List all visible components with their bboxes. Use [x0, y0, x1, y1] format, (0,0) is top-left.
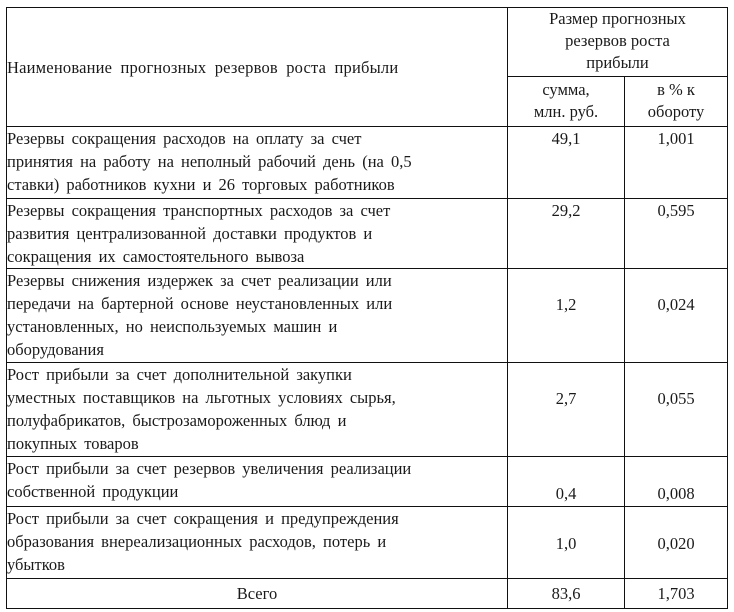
reserve-name-cell — [7, 506, 508, 578]
reserve-name-line: сокращения их самостоятельного вывоза — [7, 246, 305, 266]
table-row — [7, 506, 728, 578]
reserve-name-line: оборудования — [7, 340, 104, 360]
header-percent-column — [625, 76, 728, 126]
reserve-name-cell — [7, 269, 508, 363]
header-sum-line: млн. руб. — [533, 102, 599, 122]
reserve-name-line: Резервы снижения издержек за счет реализации или — [7, 271, 392, 291]
table-row — [7, 269, 728, 363]
header-size-group — [508, 8, 728, 77]
header-percent-line: в % к — [657, 80, 695, 100]
reserve-sum-cell — [508, 363, 625, 457]
reserve-name-line: установленных, но неиспользуемых машин и — [7, 317, 338, 337]
reserve-name-line: собственной продукции — [7, 482, 179, 502]
reserve-sum-cell — [508, 506, 625, 578]
reserve-name-line: Рост прибыли за счет резервов увеличения реализации — [7, 459, 412, 479]
reserve-sum-value: 0,4 — [555, 484, 577, 504]
reserve-sum-value: 2,7 — [555, 389, 577, 409]
reserve-percent-cell: 1,001 — [625, 127, 728, 199]
reserve-name-line: Рост прибыли за счет дополнительной закупки — [7, 365, 352, 385]
reserve-name-line: полуфабрикатов, быстрозамороженных блюд и — [7, 411, 347, 431]
header-row-top — [7, 8, 728, 77]
total-sum: 83,6 — [508, 578, 625, 608]
reserve-name-cell — [7, 127, 508, 199]
reserve-sum-cell: 29,2 — [508, 198, 625, 269]
header-size-line: прибыли — [586, 53, 649, 72]
table-row — [7, 198, 728, 269]
reserve-name-line: убытков — [7, 554, 65, 574]
total-percent: 1,703 — [625, 578, 728, 608]
reserve-name-line: передачи на бартерной основе неустановленных или — [7, 294, 393, 314]
header-size-line: Размер прогнозных — [549, 9, 686, 28]
header-sum-column — [508, 76, 625, 126]
reserve-sum-value: 1,0 — [555, 533, 577, 553]
reserve-name-line: Резервы сокращения транспортных расходов за счет — [7, 200, 391, 220]
reserve-percent-cell — [625, 506, 728, 578]
table-row — [7, 363, 728, 457]
reserve-name-line: Резервы сокращения расходов на оплату за счет — [7, 129, 362, 148]
reserve-percent-cell — [625, 457, 728, 507]
reserve-sum-cell — [508, 457, 625, 507]
reserve-percent-value: 0,055 — [657, 389, 695, 409]
reserve-name-line: Рост прибыли за счет сокращения и предупреждения — [7, 508, 399, 528]
header-percent-line: обороту — [647, 102, 705, 122]
reserve-sum-cell: 49,1 — [508, 127, 625, 199]
reserve-percent-cell: 0,595 — [625, 198, 728, 269]
profit-reserves-table — [6, 7, 728, 609]
reserve-percent-value: 0,020 — [657, 533, 695, 553]
reserve-percent-value: 0,024 — [657, 295, 695, 315]
header-size-line: резервов роста — [565, 31, 670, 50]
reserve-name-line: развития централизованной доставки продуктов и — [7, 223, 373, 243]
reserve-name-line: принятия на работу на неполный рабочий день (на 0,5 — [7, 152, 412, 171]
total-label: Всего — [7, 578, 508, 608]
reserve-name-line: образования внереализационных расходов, потерь и — [7, 531, 387, 551]
reserve-percent-cell — [625, 269, 728, 363]
reserve-name-cell — [7, 198, 508, 269]
reserve-name-line: покупных товаров — [7, 434, 139, 454]
reserve-percent-cell — [625, 363, 728, 457]
header-name-column: Наименование прогнозных резервов роста прибыли — [7, 8, 508, 127]
reserve-name-cell — [7, 457, 508, 507]
reserve-sum-cell — [508, 269, 625, 363]
reserve-percent-value: 0,008 — [657, 484, 695, 504]
table-row — [7, 457, 728, 507]
reserve-name-line: ставки) работников кухни и 26 торговых работников — [7, 175, 395, 194]
reserve-name-line: уместных поставщиков на льготных условиях сырья, — [7, 388, 396, 408]
total-row — [7, 578, 728, 608]
header-sum-line: сумма, — [542, 80, 590, 100]
reserve-name-cell — [7, 363, 508, 457]
reserve-sum-value: 1,2 — [555, 295, 577, 315]
table-row — [7, 127, 728, 199]
